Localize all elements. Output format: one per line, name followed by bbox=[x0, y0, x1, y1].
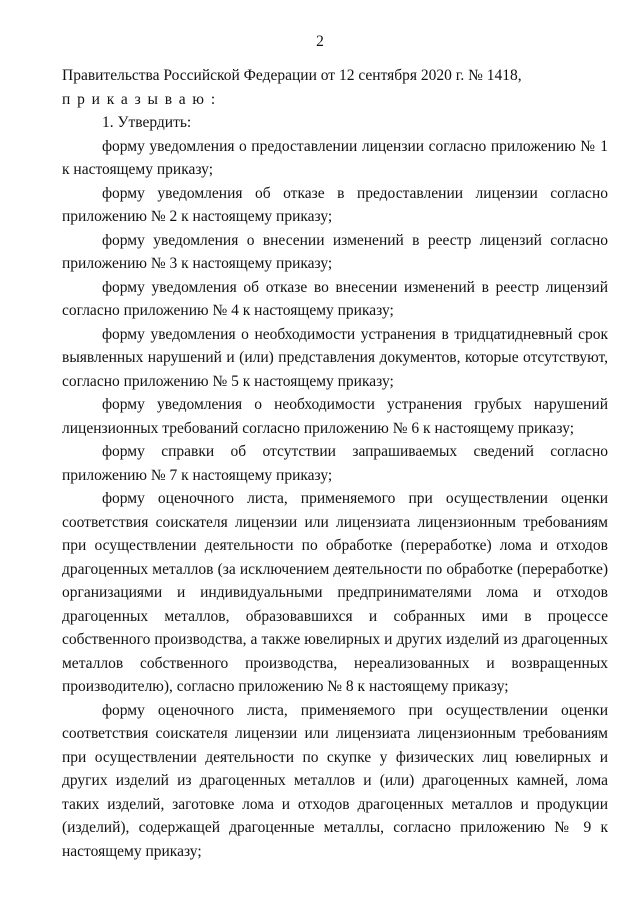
document-body bbox=[62, 64, 608, 863]
paragraph-item-1: форму уведомления о предоставлении лицензии согласно приложению № 1 к настоящему приказу; bbox=[62, 137, 608, 178]
paragraph-approve: 1. Утвердить: bbox=[102, 114, 192, 131]
page-number: 2 bbox=[316, 33, 324, 50]
paragraph-continuation: Правительства Российской Федерации от 12 сентября 2020 г. № 1418, bbox=[62, 67, 522, 84]
paragraph-order-word: приказываю: bbox=[62, 90, 222, 108]
paragraph-item-7: форму справки об отсутствии запрашиваемых сведений согласно приложению № 7 к настоящему приказу; bbox=[62, 443, 608, 484]
paragraph-item-3: форму уведомления о внесении изменений в реестр лицензий согласно приложению № 3 к настоящему приказу; bbox=[62, 231, 608, 272]
paragraph-item-8: форму оценочного листа, применяемого при осуществлении оценки соответствия соискателя лицензии или лицензиата лицензионным требованиям при осуществлении деятельности по обработке (переработке) лома и отходов драгоценных металлов (за исключением деятельности по обработке (переработке) организациями и индивидуальными предпринимателями лома и отходов драгоценных металлов, образовавшихся и собранных ими в процессе собственного производства, а также ювелирных и других изделий из драгоценных металлов собственного производства, нереализованных и возвращенных производителю), согласно приложению № 8 к настоящему приказу; bbox=[62, 490, 608, 695]
paragraph-item-6: форму уведомления о необходимости устранения грубых нарушений лицензионных требований согласно приложению № 6 к настоящему приказу; bbox=[62, 396, 608, 437]
paragraph-item-9: форму оценочного листа, применяемого при осуществлении оценки соответствия соискателя лицензии или лицензиата лицензионным требованиям при осуществлении деятельности по скупке у физических лиц ювелирных и других изделий из драгоценных металлов и (или) драгоценных камней, лома таких изделий, заготовке лома и отходов драгоценных металлов и продукции (изделий), содержащей драгоценные металлы, согласно приложению № 9 к настоящему приказу; bbox=[62, 701, 608, 860]
paragraph-item-4: форму уведомления об отказе во внесении изменений в реестр лицензий согласно приложению № 4 к настоящему приказу; bbox=[62, 278, 608, 319]
paragraph-item-2: форму уведомления об отказе в предоставлении лицензии согласно приложению № 2 к настоящему приказу; bbox=[62, 184, 608, 225]
paragraph-item-5: форму уведомления о необходимости устранения в тридцатидневный срок выявленных нарушений и (или) представления документов, которые отсутствуют, согласно приложению № 5 к настоящему приказу; bbox=[62, 325, 608, 390]
